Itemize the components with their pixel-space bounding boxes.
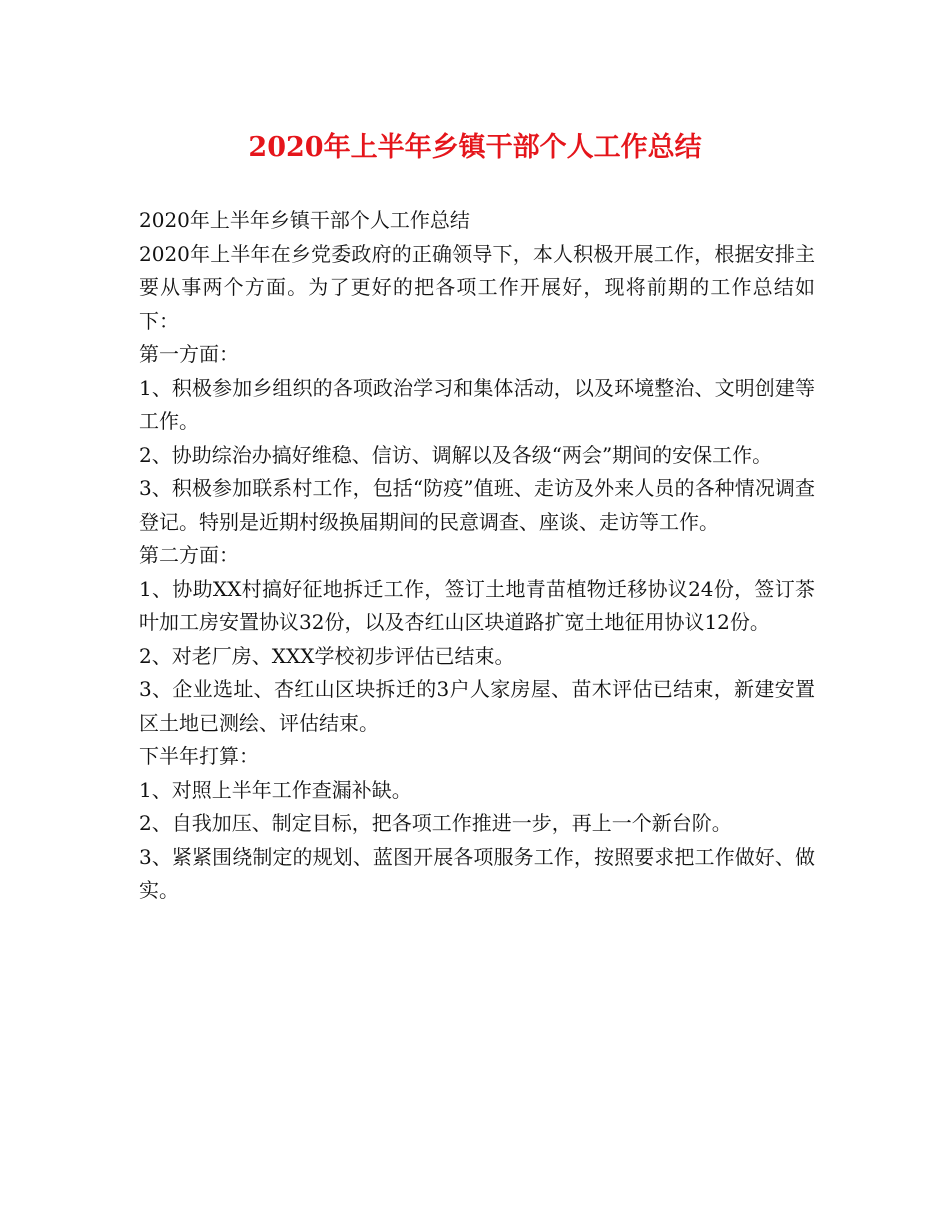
list-item: 3、企业选址、杏红山区块拆迁的3户人家房屋、苗木评估已结束，新建安置区土地已测绘、评估结束。 (139, 677, 815, 735)
document-body (139, 204, 815, 908)
list-item: 3、积极参加联系村工作，包括“防疫”值班、走访及外来人员的各种情况调查登记。特别是近期村级换届期间的民意调查、座谈、走访等工作。 (139, 476, 815, 534)
list-item: 2、协助综治办搞好维稳、信访、调解以及各级“两会”期间的安保工作。 (139, 442, 773, 467)
list-item: 1、积极参加乡组织的各项政治学习和集体活动，以及环境整治、文明创建等工作。 (139, 375, 815, 433)
list-item: 1、协助XX村搞好征地拆迁工作，签订土地青苗植物迁移协议24份，签订茶叶加工房安置协议32份，以及杏红山区块道路扩宽土地征用协议12份。 (139, 576, 815, 634)
document-title: 2020年上半年乡镇干部个人工作总结 (248, 132, 702, 163)
list-item: 3、紧紧围绕制定的规划、蓝图开展各项服务工作，按照要求把工作做好、做实。 (139, 844, 815, 902)
list-item: 2、对老厂房、XXX学校初步评估已结束。 (139, 643, 515, 668)
paragraph-subtitle: 2020年上半年乡镇干部个人工作总结 (139, 208, 470, 232)
section-heading-first: 第一方面： (139, 342, 239, 366)
list-item: 1、对照上半年工作查漏补缺。 (139, 777, 412, 802)
section-heading-second: 第二方面： (139, 543, 239, 567)
list-item: 2、自我加压、制定目标，把各项工作推进一步，再上一个新台阶。 (139, 811, 732, 835)
section-heading-plan: 下半年打算： (139, 744, 259, 768)
paragraph-intro: 2020年上半年在乡党委政府的正确领导下，本人积极开展工作，根据安排主要从事两个方面。为了更好的把各项工作开展好，现将前期的工作总结如下： (139, 241, 815, 333)
